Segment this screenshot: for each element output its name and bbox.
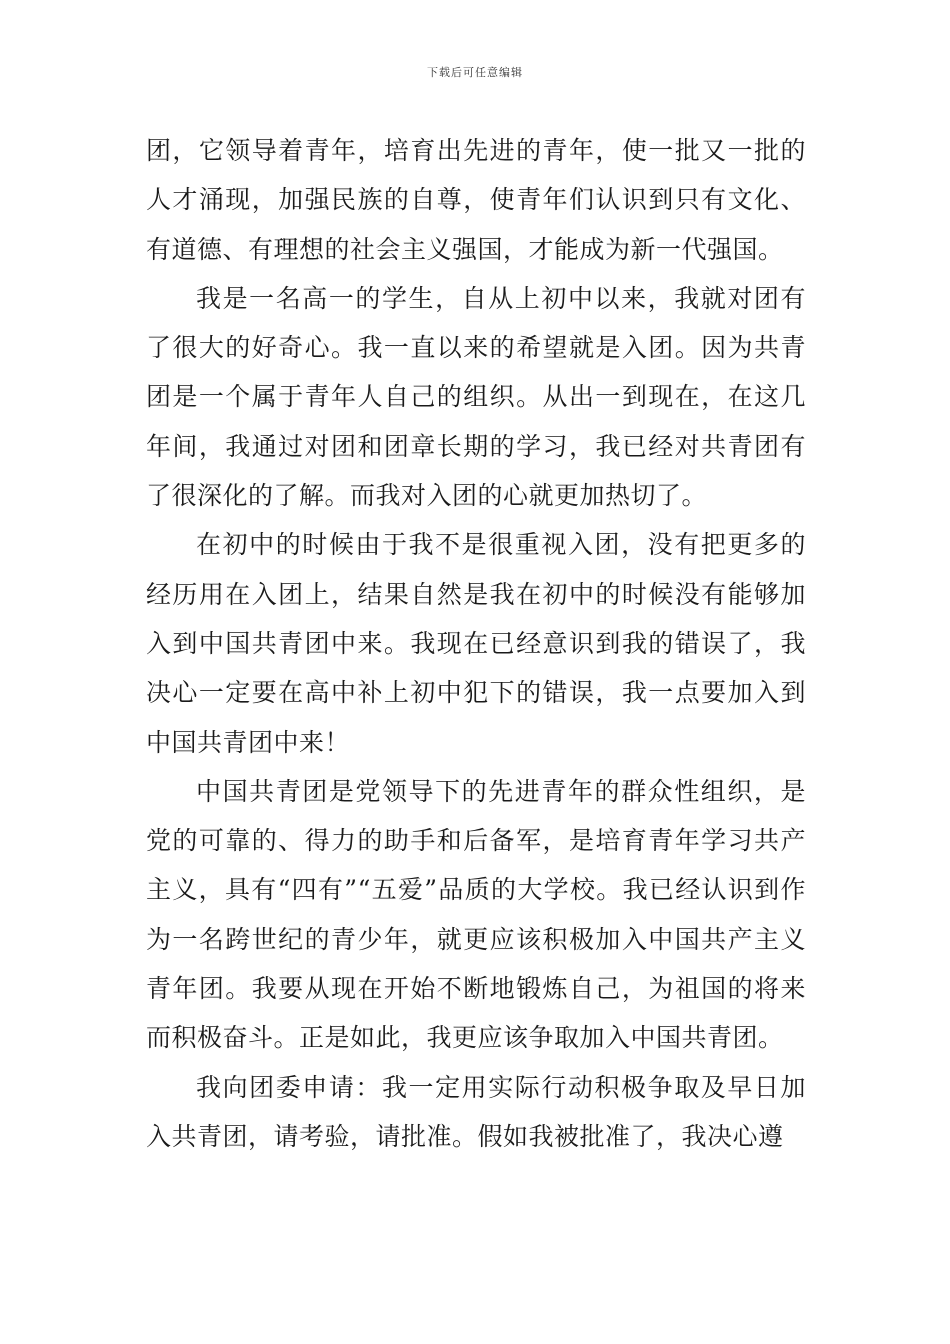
paragraph-4: 中国共青团是党领导下的先进青年的群众性组织，是党的可靠的、得力的助手和后备军，是培育青年学习共产主义，具有“四有”“五爱”品质的大学校。我已经认识到作为一名跨世纪的青少年，就更应该积极加入中国共产主义青年团。我要从现在开始不断地锻炼自己，为祖国的将来而积极奋斗。正是如此，我更应该争取加入中国共青团。 <box>146 776 806 1053</box>
paragraph-3: 在初中的时候由于我不是很重视入团，没有把更多的经历用在入团上，结果自然是我在初中的时候没有能够加入到中国共青团中来。我现在已经意识到我的错误了，我决心一定要在高中补上初中犯下的错误，我一点要加入到中国共青团中来！ <box>146 530 806 757</box>
paragraph-1: 团，它领导着青年，培育出先进的青年，使一批又一批的人才涌现，加强民族的自尊，使青年们认识到只有文化、有道德、有理想的社会主义强国，才能成为新一代强国。 <box>146 136 806 264</box>
paragraph-5: 我向团委申请：我一定用实际行动积极争取及早日加入共青团，请考验，请批准。假如我被批准了，我决心遵 <box>146 1072 806 1151</box>
header-note: 下载后可任意编辑 <box>427 66 523 79</box>
paragraph-2: 我是一名高一的学生，自从上初中以来，我就对团有了很大的好奇心。我一直以来的希望就是入团。因为共青团是一个属于青年人自己的组织。从出一到现在，在这几年间，我通过对团和团章长期的学习，我已经对共青团有了很深化的了解。而我对入团的心就更加热切了。 <box>146 283 806 511</box>
document-body <box>146 126 806 1161</box>
